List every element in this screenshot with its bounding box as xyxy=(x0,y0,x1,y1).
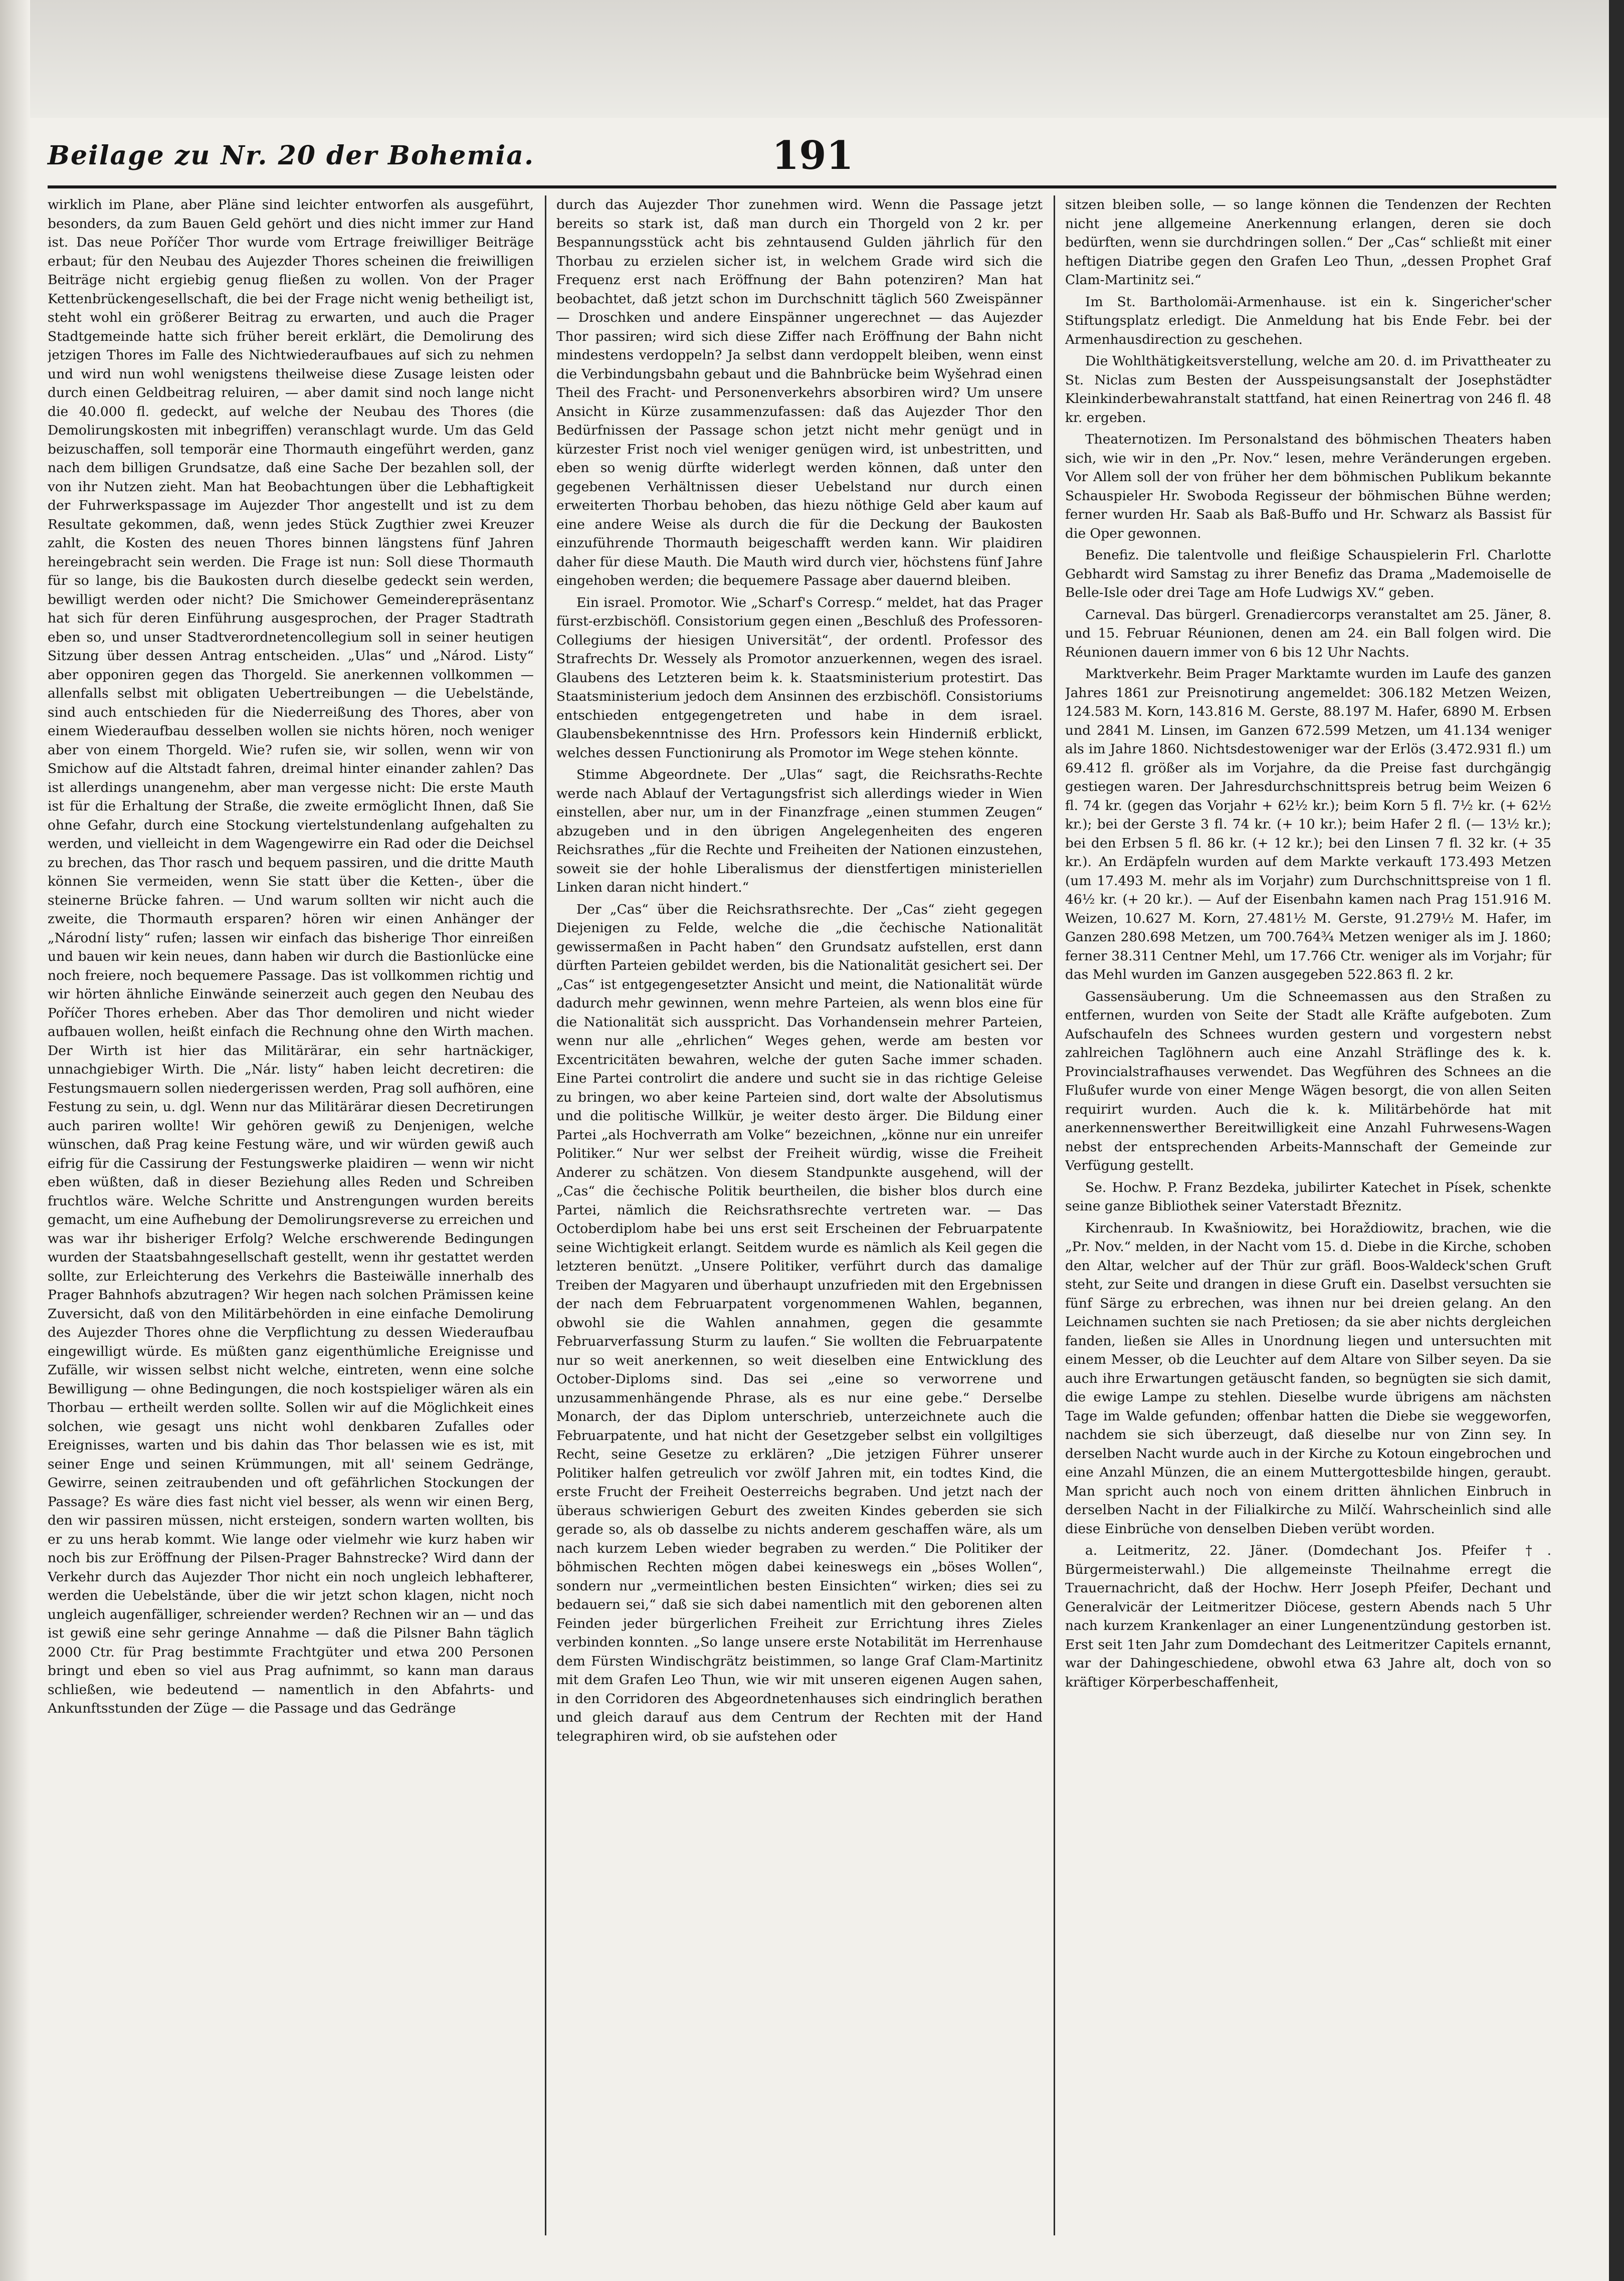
news-item: Ein israel. Promotor. Wie „Scharf's Corresp.“ meldet, hat das Prager fürst-erzbischöfl. Consistorium gegen einen „Beschluß des Professoren-Collegiums der hiesigen Universität“, der ordentl. Professor des Strafrechts Dr. Wessely als Promotor anzuerkennen, wegen des israel. Glaubens des Letzteren beim k. k. Staatsministerium protestirt. Das Staatsministerium jedoch dem Ansinnen des erzbischöfl. Consistoriums entschieden entgegengetreten und habe in dem israel. Glaubensbekenntnisse des Hrn. Professors kein Hinderniß erblickt, welches dessen Functionirung als Promotor im Wege stehen könnte. xyxy=(556,594,1043,761)
news-item: Carneval. Das bürgerl. Grenadiercorps veranstaltet am 25. Jäner, 8. und 15. Februar Réunionen, denen am 24. ein Ball folgen wird. Die Réunionen dauern immer von 6 bis 12 Uhr Nachts. xyxy=(1065,606,1551,660)
column-divider xyxy=(545,195,546,2235)
news-item: Gassensäuberung. Um die Schneemassen aus den Straßen zu entfernen, wurden von Seite der Stadt alle Kräfte aufgeboten. Zum Aufschaufeln des Schnees wurden gestern und vorgestern nebst zahlreichen Taglöhnern auch eine Anzahl Sträflinge des k. k. Provincialstrafhauses verwendet. Das Wegführen des Schnees an die Flußufer wurde von einer Menge Wägen besorgt, die von allen Seiten requirirt wurden. Auch die k. k. Militärbehörde hat mit anerkennenswerther Bereitwilligkeit eine Anzahl Fuhrwesens-Wagen nebst der entsprechenden Arbeits-Mannschaft der Gemeinde zur Verfügung gestellt. xyxy=(1065,988,1551,1173)
news-item: Die Wohlthätigkeitsverstellung, welche am 20. d. im Privattheater zu St. Niclas zum Besten der Ausspeisungsanstalt der Josephstädter Kleinkinderbewahranstalt stattfand, hat einen Reinertrag von 246 fl. 48 kr. ergeben. xyxy=(1065,353,1551,426)
scan-left-shadow xyxy=(0,0,30,2281)
article-paragraph: durch das Aujezder Thor zunehmen wird. Wenn die Passage jetzt bereits so stark ist, daß man durch ein Thorgeld von 2 kr. per Bespannungsstück acht bis zehntausend Gulden jährlich für den Thorbau zu erzielen sicher ist, in welchem Grade wird sich die Frequenz erst nach Eröffnung der Bahn potenziren? Man hat beobachtet, daß jetzt schon im Durchschnitt täglich 560 Zweispänner — Droschken und andere Einspänner ungerechnet — das Aujezder Thor passiren; wird sich diese Ziffer nach Eröffnung der Bahn nicht mindestens verdoppeln? Ja selbst dann verdoppelt bleiben, wenn einst die Verbindungsbahn gebaut und die Bahnbrücke beim Wyšehrad einen Theil des Fracht- und Personenverkehrs absorbiren wird? Um unsere Ansicht in Kürze zusammenzufassen: daß das Aujezder Thor den Bedürfnissen der Passage schon jetzt nicht mehr genügt und in kürzester Frist noch viel weniger genügen wird, ist unbestritten, und eben so wenig dürfte widerlegt werden können, daß unter den gegebenen Verhältnissen dieser Uebelstand nur durch einen erweiterten Thorbau behoben, das hiezu nöthige Geld aber kaum auf eine andere Weise als durch die für die Deckung der Baukosten einzuführende Thormauth beigeschafft werden kann. Wir plaidiren daher für diese Mauth. Die Mauth wird durch vier, höchstens fünf Jahre eingehoben werden; die bequemere Passage aber dauernd bleiben. xyxy=(556,197,1043,588)
news-item: Benefiz. Die talentvolle und fleißige Schauspielerin Frl. Charlotte Gebhardt wird Samstag zu ihrer Benefiz das Drama „Mademoiselle de Belle-Isle oder drei Tage am Hofe Ludwigs XV.“ geben. xyxy=(1065,547,1551,600)
page-number: 191 xyxy=(772,133,854,178)
article-paragraph: wirklich im Plane, aber Pläne sind leichter entworfen als ausgeführt, besonders, da zum Bauen Geld gehört und dies nicht immer zur Hand ist. Das neue Poříčer Thor wurde vom Ertrage freiwilliger Beiträge erbaut; für den Neubau des Aujezder Thores scheinen die freiwilligen Beiträge nicht ergiebig genug fließen zu wollen. Von der Prager Kettenbrückengesellschaft, die bei der Frage nicht wenig betheiligt ist, steht wohl ein größerer Beitrag zu erwarten, und auch die Prager Stadtgemeinde hatte sich früher bereit erklärt, die Demolirung des jetzigen Thores im Falle des Nichtwiederaufbaues auf sich zu nehmen und wird nun wohl wenigstens theilweise diese Zusage leisten oder durch einen Geldbeitrag reluiren, — aber damit sind noch lange nicht die 40.000 fl. gedeckt, auf welche der Neubau des Thores (die Demolirungskosten mit inbegriffen) veranschlagt wurde. Um das Geld beizuschaffen, soll temporär eine Thormauth eingeführt werden, ganz nach dem billigen Grundsatze, daß eine Sache Der bezahlen soll, der von ihr Nutzen zieht. Man hat Beobachtungen über die Lebhaftigkeit der Fuhrwerkspassage im Aujezder Thor angestellt und ist zu dem Resultate gekommen, daß, wenn jedes Stück Zugthier zwei Kreuzer zahlt, die Kosten des neuen Thores binnen längstens fünf Jahren hereingebracht sein werden. Die Frage ist nun: Soll diese Thormauth für so lange, bis die Baukosten durch dieselbe gedeckt sein werden, bewilligt werden oder nicht? Die Smichower Gemeinderepräsentanz hat sich für deren Einführung ausgesprochen, der Prager Stadtrath eben so, und unser Stadtverordnetencollegium soll in seiner heutigen Sitzung über dessen Antrag entscheiden. „Ulas“ und „Národ. Listy“ aber opponiren gegen das Thorgeld. Sie anerkennen vollkommen — allenfalls selbst mit obligaten Uebertreibungen — die Uebelstände, sind auch entschieden für die Niederreißung des Thores, aber von einem Wiederaufbau desselben wollen sie nichts hören, noch weniger aber von einem Thorgeld. Wie? rufen sie, wir sollen, wenn wir von Smichow auf die Altstadt fahren, dreimal hinter einander zahlen? Das ist allerdings unangenehm, aber man vergesse nicht: Die erste Mauth ist für die Erhaltung der Straße, die zweite ermöglicht Ihnen, daß Sie ohne Gefahr, durch eine Stockung viertelstundenlang aufgehalten zu werden, und vielleicht in dem Wagengewirre ein Rad oder die Deichsel zu brechen, das Thor rasch und bequem passiren, und die dritte Mauth können Sie vermeiden, wenn Sie statt über die Ketten-, über die steinerne Brücke fahren. — Und warum sollten wir nicht auch die zweite, die Thormauth ersparen? hören wir einen Anhänger der „Národní listy“ rufen; lassen wir einfach das bisherige Thor einreißen und bauen wir kein neues, dann haben wir durch die Bastionlücke eine noch freiere, noch bequemere Passage. Das ist vollkommen richtig und wir hörten ähnliche Einwände seinerzeit auch gegen den Neubau des Poříčer Thores erheben. Aber das Thor demoliren und nicht wieder aufbauen wollen, heißt einfach die Rechnung ohne den Wirth machen. Der Wirth ist hier das Militärärar, ein sehr hartnäckiger, unnachgiebiger Wirth. Die „Nár. listy“ haben leicht decretiren: die Festungsmauern sollen niedergerissen werden, Prag soll aufhören, eine Festung zu sein, u. dgl. Wenn nur das Militärärar diesen Decretirungen auch pariren wollte! Wir gehören gewiß zu Denjenigen, welche wünschen, daß Prag keine Festung wäre, und wir würden gewiß auch eifrig für die Cassirung der Festungswerke plaidiren — wenn wir nicht eben wüßten, daß in dieser Beziehung alles Reden und Schreiben fruchtlos wäre. Welche Schritte und Anstrengungen wurden bereits gemacht, um eine Aufhebung der Demolirungsreverse zu erreichen und was war ihr bisheriger Erfolg? Welche erschwerende Bedingungen wurden der Staatsbahngesellschaft gestellt, wenn ihr gestattet werden sollte, zur Erleichterung des Verkehrs die Basteiwälle innerhalb des Prager Bahnhofs abzutragen? Wir hegen nach solchen Prämissen keine Zuversicht, daß von den Militärbehörden in eine einfache Demolirung des Aujezder Thores ohne die Verpflichtung zu dessen Wiederaufbau eingewilligt würde. Es müßten ganz eigenthümliche Ereignisse und Zufälle, wir wissen selbst nicht welche, eintreten, wenn eine solche Bewilligung — ohne Bedingungen, die noch kostspieliger wären als ein Thorbau — ertheilt werden sollte. Sollen wir auf die Möglichkeit eines solchen, wie gesagt uns nicht wohl denkbaren Zufalles oder Ereignisses, warten und bis dahin das Thor belassen wie es ist, mit seiner Enge und seinen Krümmungen, mit all' seinem Gedränge, Gewirre, seinen zeitraubenden und oft gefährlichen Stockungen der Passage? Es wäre dies fast nicht viel besser, als wenn wir einen Berg, den wir passiren müssen, nicht ersteigen, sondern warten wollten, bis er zu uns herab kommt. Wie lange oder vielmehr wie kurz haben wir noch bis zur Eröffnung der Pilsen-Prager Bahnstrecke? Wird dann der Verkehr durch das Aujezder Thor nicht ein noch ungleich lebhafterer, werden die Uebelstände, über die wir jetzt schon klagen, nicht noch ungleich augenfälliger, schreiender werden? Rechnen wir an — und das ist gewiß eine sehr geringe Annahme — daß die Pilsner Bahn täglich 2000 Ctr. für Prag bestimmte Frachtgüter und etwa 200 Personen bringt und eben so viel aus Prag aufnimmt, so kann man daraus schließen, wie bedeutend — namentlich in den Abfahrts- und Ankunftsstunden der Züge — die Passage und das Gedränge xyxy=(48,197,534,1716)
news-item: Im St. Bartholomäi-Armenhause. ist ein k. Singericher'scher Stiftungsplatz erledigt. Die Anmeldung hat bis Ende Febr. bei der Armenhausdirection zu geschehen. xyxy=(1065,294,1551,347)
news-item: Se. Hochw. P. Franz Bezdeka, jubilirter Katechet in Písek, schenkte seine ganze Bibliothek seiner Vaterstadt Březnitz. xyxy=(1065,1179,1551,1214)
news-item: a. Leitmeritz, 22. Jäner. (Domdechant Jos. Pfeifer †. Bürgermeisterwahl.) Die allgemeinste Theilnahme erregt die Trauernachricht, daß der Hochw. Herr Joseph Pfeifer, Dechant und Generalvicär der Leitmeritzer Diöcese, gestern Abends nach 5 Uhr nach kurzem Krankenlager an einer Lungenentzündung gestorben ist. Erst seit 1ten Jahr zum Domdechant des Leitmeritzer Capitels ernannt, war der Dahingeschiedene, obwohl etwa 63 Jahre alt, doch von so kräftiger Körperbeschaffenheit, xyxy=(1065,1543,1551,1690)
news-item: Der „Cas“ über die Reichsrathsrechte. Der „Cas“ zieht gegegen Diejenigen zu Felde, welche die „die čechische Nationalität gewissermaßen in Pacht haben“ den Grundsatz aufstellen, erst dann dürften Parteien gebildet werden, bis die Nationalität gesichert sei. Der „Cas“ ist entgegengesetzter Ansicht und meint, die Nationalität würde dadurch mehr gewinnen, wenn mehre Parteien, als wenn blos eine für die Nationalität sich ausspricht. Das Vorhandensein mehrer Parteien, wenn nur alle „ehrlichen“ Weges gehen, werde am besten vor Excentricitäten bewahren, welche der guten Sache immer schaden. Eine Partei controlirt die andere und sucht sie in das richtige Geleise zu bringen, wo aber keine Parteien sind, dort walte der Absolutismus und die politische Willkür, je weiter desto ärger. Die Bildung einer Partei „als Hochverrath am Volke“ bezeichnen, „könne nur ein unreifer Politiker.“ Nur wer selbst der Freiheit würdig, wisse die Freiheit Anderer zu schätzen. Von diesem Standpunkte ausgehend, will der „Cas“ die čechische Politik beurtheilen, die bisher blos durch eine Partei, nämlich die Reichsrathsrechte vertreten war. — Das Octoberdiplom habe bei uns erst seit Erscheinen der Februarpatente seine Wichtigkeit erlangt. Seitdem wurde es nämlich als Keil gegen die letzteren benützt. „Unsere Politiker, verführt durch das damalige Treiben der Magyaren und überhaupt unzufrieden mit den Ergebnissen der nach dem Februarpatent vorgenommenen Wahlen, begannen, obwohl sie die Wahlen annahmen, gegen die gesammte Februarverfassung Sturm zu laufen.“ Sie wollten die Februarpatente nur so weit anerkennen, so weit dieselben eine Entwicklung des October-Diploms sind. Das sei „eine so verworrene und unzusammenhängende Phrase, als es nur eine gebe.“ Derselbe Monarch, der das Diplom unterschrieb, unterzeichnete auch die Februarpatente, und hat nicht der Gesetzgeber selbst ein vollgiltiges Recht, seine Gesetze zu erklären? „Die jetzigen Führer unserer Politiker halfen getreulich vor zwölf Jahren mit, ein todtes Kind, die erste Frucht der Freiheit Oesterreichs begraben. Und jetzt nach der überaus schwierigen Geburt des zweiten Kindes geberden sie sich gerade so, als ob dasselbe zu nichts anderem geschaffen wäre, als um nach kurzem Leben wieder begraben zu werden.“ Die Politiker der böhmischen Rechten mögen dabei keineswegs ein „böses Wollen“, sondern nur „vermeintlichen besten Einsichten“ wirken; dies sei zu bedauern sei,“ daß sie sich dabei namentlich mit den geborenen alten Feinden jeder bürgerlichen Freiheit zur Errichtung ihres Zieles verbinden konnten. „So lange unsere erste Notabilität im Herrenhause dem Fürsten Windischgrätz beistimmen, so lange Graf Clam-Martinitz mit dem Grafen Leo Thun, wie wir mit unseren eigenen Augen sahen, in den Corridoren des Abgeordnetenhauses sich eindringlich berathen und gleich darauf aus dem Centrum der Rechten mit der Hand telegraphiren wird, ob sie aufstehen oder xyxy=(556,901,1043,1744)
news-item: Marktverkehr. Beim Prager Marktamte wurden im Laufe des ganzen Jahres 1861 zur Preisnotirung angemeldet: 306.182 Metzen Weizen, 124.583 M. Korn, 143.816 M. Gerste, 88.197 M. Hafer, 6890 M. Erbsen und 2841 M. Linsen, im Ganzen 672.599 Metzen, um 41.134 weniger als im Jahre 1860. Nichtsdestoweniger war der Erlös (3.472.931 fl.) um 69.412 fl. größer als im Vorjahre, da die Preise fast durchgängig gestiegen waren. Der Jahresdurchschnittspreis betrug beim Weizen 6 fl. 74 kr. (gegen das Vorjahr + 62½ kr.); beim Korn 5 fl. 7½ kr. (+ 62½ kr.); bei der Gerste 3 fl. 74 kr. (+ 10 kr.); beim Hafer 2 fl. (— 13½ kr.); bei den Erbsen 5 fl. 86 kr. (+ 12 kr.); bei den Linsen 7 fl. 32 kr. (+ 35 kr.). An Erdäpfeln wurden auf dem Markte verkauft 173.493 Metzen (um 17.493 M. mehr als im Vorjahr) zum Durchschnittspreise von 1 fl. 46½ kr. (+ 20 kr.). — Auf der Eisenbahn kamen nach Prag 151.916 M. Weizen, 10.627 M. Korn, 27.481½ M. Gerste, 91.279½ M. Hafer, im Ganzen 280.698 Metzen, um 700.764¾ Metzen weniger als im J. 1860; ferner 38.311 Centner Mehl, um 17.766 Ctr. weniger als im Vorjahr; für das Mehl wurden im Ganzen ausgegeben 522.863 fl. 2 kr. xyxy=(1065,666,1551,982)
page-header xyxy=(48,125,1556,185)
header-rule xyxy=(48,185,1556,188)
news-item: Theaternotizen. Im Personalstand des böhmischen Theaters haben sich, wie wir in den „Pr. Nov.“ lesen, mehre Veränderungen ergeben. Vor Allem soll der von früher her dem böhmischen Publikum bekannte Schauspieler Hr. Swoboda Regisseur der böhmischen Bühne werden; ferner wurden Hr. Saab als Baß-Buffo und Hr. Schwarz als Bassist für die Oper gewonnen. xyxy=(1065,432,1551,541)
text-column-3 xyxy=(1065,195,1551,2240)
text-column-2 xyxy=(556,195,1043,2240)
scan-right-edge xyxy=(1609,0,1624,2281)
news-item: Stimme Abgeordnete. Der „Ulas“ sagt, die Reichsraths-Rechte werde nach Ablauf der Vertagungsfrist sich allerdings wieder in Wien einstellen, aber nur, um in der Finanzfrage „einen stummen Zeugen“ abzugeben und in den übrigen Angelegenheiten des engeren Reichsrathes „für die Rechte und Freiheiten der Nationen einzustehen, soweit sie der hohle Liberalismus der dienstfertigen ministeriellen Linken daran nicht hindert.“ xyxy=(556,767,1043,895)
header-title: Beilage zu Nr. 20 der Bohemia. xyxy=(48,140,535,171)
news-item: Kirchenraub. In Kwašniowitz, bei Horaždiowitz, brachen, wie die „Pr. Nov.“ melden, in der Nacht vom 15. d. Diebe in die Kirche, schoben den Altar, welcher auf der Thür zur gräfl. Boos-Waldeck'schen Gruft steht, zur Seite und drangen in diese Gruft ein. Daselbst versuchten sie fünf Särge zu erbrechen, was ihnen nur bei dreien gelang. An den Leichnamen suchten sie nach Pretiosen; da sie aber nichts dergleichen fanden, ließen sie Alles in Unordnung liegen und untersuchten mit einem Messer, ob die Leuchter auf dem Altare von Silber seyen. Da sie auch ihre Erwartungen getäuscht fanden, so begnügten sie sich damit, die ewige Lampe zu stehlen. Dieselbe wurde übrigens am nächsten Tage im Walde gefunden; offenbar hatten die Diebe sie weggeworfen, nachdem sie sich überzeugt, daß dieselbe nur von Zinn sey. In derselben Nacht wurde auch in der Kirche zu Kotoun eingebrochen und eine Anzahl Münzen, die an einem Muttergottesbilde hingen, geraubt. Man spricht auch noch von einem dritten ähnlichen Einbruch in derselben Nacht in der Filialkirche zu Milčí. Wahrscheinlich sind alle diese Einbrüche von denselben Dieben verübt worden. xyxy=(1065,1220,1551,1537)
text-column-1 xyxy=(48,195,534,2240)
column-divider xyxy=(1054,195,1055,2235)
article-paragraph: sitzen bleiben solle, — so lange können die Tendenzen der Rechten nicht jene allgemeine Anerkennung erlangen, deren sie doch bedürften, wenn sie durchdringen sollen.“ Der „Cas“ schließt mit einer heftigen Diatribe gegen den Grafen Leo Thun, „dessen Prophet Graf Clam-Martinitz sei.“ xyxy=(1065,197,1551,288)
scan-top-margin xyxy=(0,0,1624,118)
